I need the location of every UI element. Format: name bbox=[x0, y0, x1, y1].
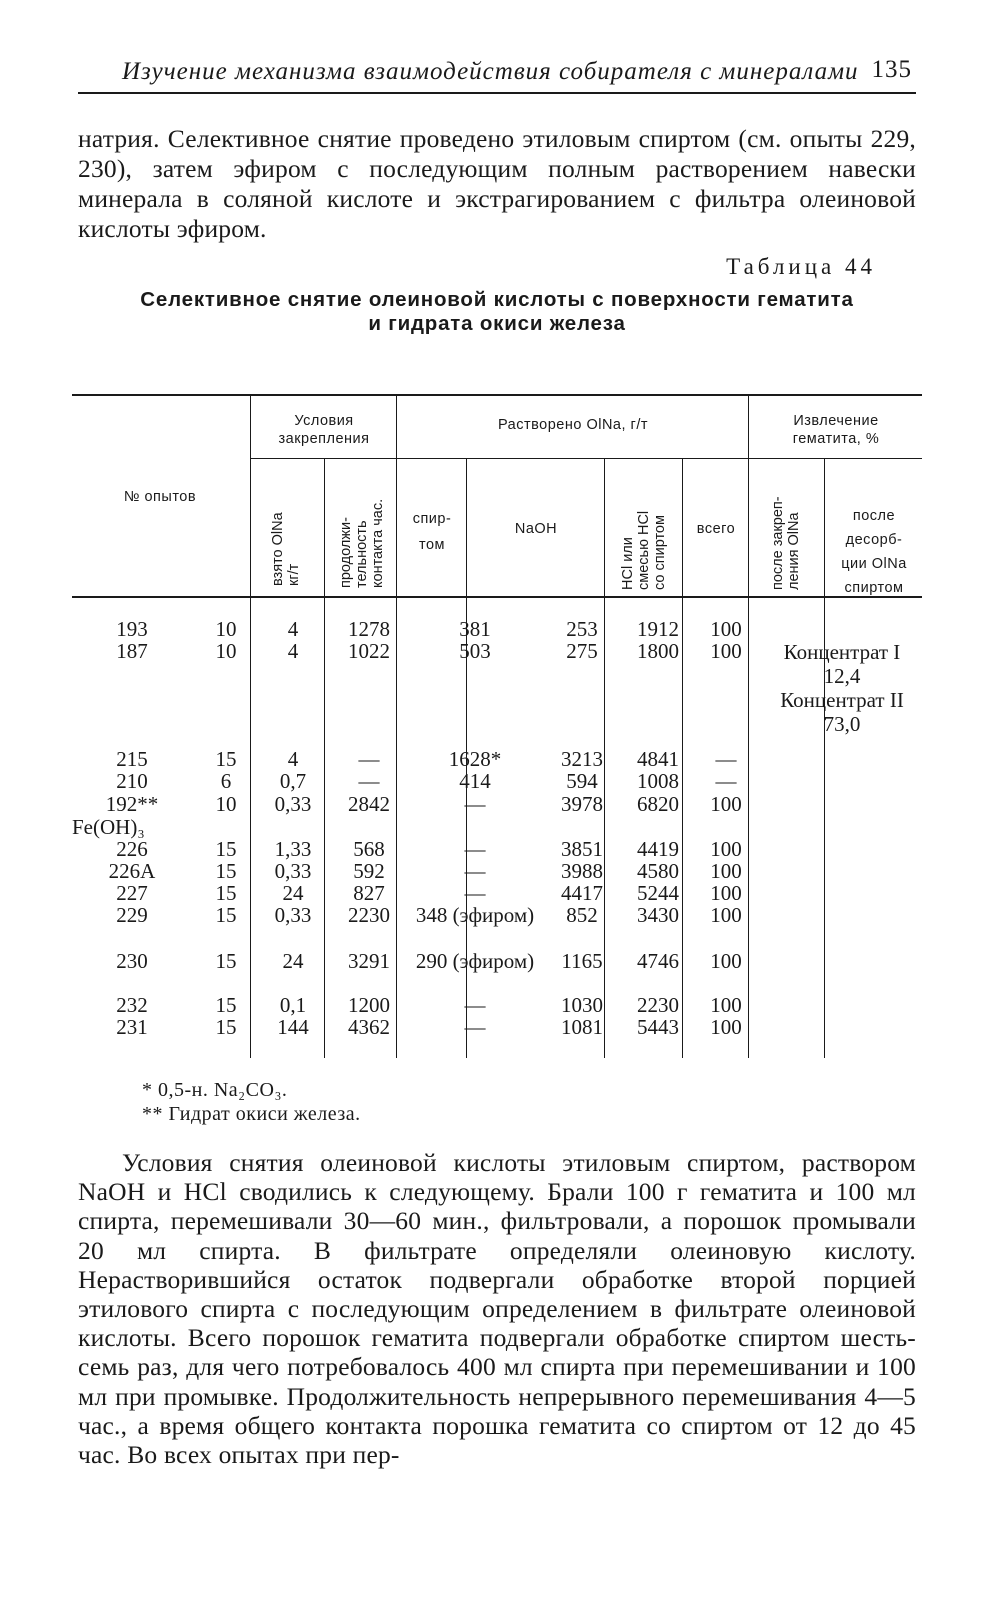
header-duration-line-2: тельность bbox=[354, 520, 370, 588]
header-experiments: № опытов bbox=[123, 489, 197, 505]
cell-total: 5443 bbox=[637, 1015, 679, 1039]
cell-total: 4841 bbox=[637, 747, 679, 771]
cell-naoh: — bbox=[464, 837, 486, 861]
cell-alcohol: 592 bbox=[353, 859, 385, 883]
footnote-2: ** Гидрат окиси железа. bbox=[142, 1103, 361, 1125]
cell-duration: 1,33 bbox=[274, 837, 312, 861]
header-after-desorb-line-2: ции OlNa bbox=[841, 556, 907, 572]
cell-total: 4746 bbox=[637, 949, 679, 973]
cell-naoh: — bbox=[464, 1015, 486, 1039]
cell-duration: 4 bbox=[287, 639, 299, 663]
cell-taken: 6 bbox=[220, 769, 232, 793]
cell-hcl: 253 bbox=[566, 617, 598, 641]
header-recovery-line-2: гематита, % bbox=[792, 431, 880, 447]
cell-naoh: 381 bbox=[459, 617, 491, 641]
cell-total: 2230 bbox=[637, 993, 679, 1017]
header-alcohol bbox=[398, 506, 466, 558]
cell-total: 3430 bbox=[637, 903, 679, 927]
body-paragraph-text bbox=[78, 1148, 916, 1469]
cell-alcohol: 1200 bbox=[348, 993, 390, 1017]
data-table bbox=[72, 346, 922, 1068]
cell-alcohol: 4362 bbox=[348, 1015, 390, 1039]
cell-hcl: 852 bbox=[566, 903, 598, 927]
header-after-desorb bbox=[826, 504, 922, 600]
cell-duration: 0,33 bbox=[274, 903, 312, 927]
cell-alcohol: 568 bbox=[353, 837, 385, 861]
cell-taken: 15 bbox=[215, 747, 237, 771]
header-total: всего bbox=[696, 521, 736, 537]
cell-after-fix: — bbox=[715, 769, 737, 793]
table-caption-line-1: Селективное снятие олеиновой кислоты с поверхности гематита bbox=[140, 288, 854, 311]
cell-alcohol: 1278 bbox=[348, 617, 390, 641]
cell-exp: 227 bbox=[116, 881, 148, 905]
cell-after-fix: 100 bbox=[710, 859, 742, 883]
header-taken-unit: кг/т bbox=[286, 563, 302, 586]
cell-alcohol: 1022 bbox=[348, 639, 390, 663]
cell-duration: 144 bbox=[277, 1015, 309, 1039]
cell-alcohol: — bbox=[358, 769, 380, 793]
cell-exp: 215 bbox=[116, 747, 148, 771]
header-conditions-line-1: Условия bbox=[294, 413, 354, 429]
cell-after-fix: 100 bbox=[710, 949, 742, 973]
concentrate-1-value: 12,4 bbox=[823, 664, 861, 688]
cell-after-fix: 100 bbox=[710, 903, 742, 927]
cell-naoh: 1628* bbox=[448, 747, 502, 771]
header-duration bbox=[338, 458, 386, 588]
cell-total: 4419 bbox=[637, 837, 679, 861]
cell-taken: 15 bbox=[215, 1015, 237, 1039]
cell-alcohol: 2842 bbox=[348, 792, 390, 816]
running-title: Изучение механизма взаимодействия собирателя с минералами bbox=[122, 58, 859, 85]
table-footnotes bbox=[142, 1078, 361, 1126]
intro-paragraph-text: натрия. Селективное снятие проведено этиловым спиртом (см. опыты 229, 230), затем эфиром с последующим полным растворением навески минерала в соляной кислоте и экстрагированием с фильтра олеиновой кислоты эфиром. bbox=[78, 124, 916, 243]
cell-taken: 15 bbox=[215, 949, 237, 973]
cell-duration: 4 bbox=[287, 747, 299, 771]
table-header-bottom-rule bbox=[72, 596, 922, 598]
cell-exp: 230 bbox=[116, 949, 148, 973]
cell-exp: 193 bbox=[116, 617, 148, 641]
cell-alcohol: — bbox=[358, 747, 380, 771]
header-after-fix bbox=[770, 460, 802, 590]
cell-duration: 4 bbox=[287, 617, 299, 641]
cell-desorb-concentrates bbox=[762, 640, 922, 736]
cell-hcl: 4417 bbox=[561, 881, 603, 905]
running-header bbox=[78, 52, 916, 94]
intro-paragraph bbox=[78, 124, 916, 244]
header-after-fix-line-1: после закреп- bbox=[770, 496, 786, 590]
cell-exp: 226 bbox=[116, 837, 148, 861]
cell-hcl: 3213 bbox=[561, 747, 603, 771]
header-after-desorb-line-3: спиртом bbox=[844, 580, 904, 596]
cell-taken: 10 bbox=[215, 639, 237, 663]
cell-naoh: 503 bbox=[459, 639, 491, 663]
cell-exp: 232 bbox=[116, 993, 148, 1017]
cell-total: 4580 bbox=[637, 859, 679, 883]
cell-taken: 15 bbox=[215, 881, 237, 905]
cell-hcl: 3988 bbox=[561, 859, 603, 883]
cell-hcl: 594 bbox=[566, 769, 598, 793]
header-taken bbox=[270, 462, 302, 586]
book-page bbox=[72, 52, 916, 1470]
cell-hcl: 1165 bbox=[561, 949, 603, 973]
cell-alcohol: 2230 bbox=[348, 903, 390, 927]
cell-total: 1800 bbox=[637, 639, 679, 663]
cell-duration: 24 bbox=[282, 949, 304, 973]
cell-hcl: 3851 bbox=[561, 837, 603, 861]
header-conditions-line-2: закрепления bbox=[278, 431, 370, 447]
cell-taken: 15 bbox=[215, 837, 237, 861]
cell-duration: 24 bbox=[282, 881, 304, 905]
header-taken-text: взято OlNa bbox=[270, 512, 286, 586]
header-conditions bbox=[252, 412, 396, 448]
cell-exp: 192** bbox=[105, 792, 159, 816]
cell-after-fix: 100 bbox=[710, 639, 742, 663]
cell-duration: 0,1 bbox=[279, 993, 307, 1017]
fe-hydroxide-label: Fe(OH)₃ bbox=[72, 815, 145, 839]
cell-total: 6820 bbox=[637, 792, 679, 816]
cell-total: 5244 bbox=[637, 881, 679, 905]
header-after-desorb-line-1: после десорб- bbox=[845, 508, 903, 548]
header-naoh: NaOH bbox=[514, 521, 558, 537]
table-caption bbox=[78, 288, 916, 336]
footnote-1: * 0,5-н. Na₂CO₃. bbox=[142, 1079, 288, 1101]
cell-hcl: 275 bbox=[566, 639, 598, 663]
cell-naoh: 290 (эфиром) bbox=[415, 949, 535, 973]
cell-naoh: — bbox=[464, 792, 486, 816]
cell-hcl: 1030 bbox=[561, 993, 603, 1017]
header-dissolved: Растворено OlNa, г/т bbox=[497, 417, 649, 433]
header-hcl-line-2: смесью HCl bbox=[636, 510, 652, 590]
cell-taken: 15 bbox=[215, 903, 237, 927]
cell-after-fix: 100 bbox=[710, 792, 742, 816]
concentrate-2-label: Концентрат II bbox=[780, 688, 904, 712]
header-hcl-line-1: HCl или bbox=[620, 537, 636, 590]
header-alcohol-line-2: том bbox=[418, 537, 445, 553]
header-hcl bbox=[620, 460, 668, 590]
cell-exp: 231 bbox=[116, 1015, 148, 1039]
cell-exp: 226А bbox=[108, 859, 156, 883]
cell-naoh: — bbox=[464, 993, 486, 1017]
header-after-fix-line-2: ления OlNa bbox=[786, 512, 802, 590]
concentrate-2-value: 73,0 bbox=[823, 712, 861, 736]
cell-naoh: 414 bbox=[459, 769, 491, 793]
cell-alcohol: 827 bbox=[353, 881, 385, 905]
cell-duration: 0,33 bbox=[274, 792, 312, 816]
cell-duration: 0,33 bbox=[274, 859, 312, 883]
header-recovery bbox=[750, 412, 922, 448]
cell-alcohol: 3291 bbox=[348, 949, 390, 973]
header-duration-line-3: контакта час. bbox=[370, 498, 386, 588]
header-alcohol-line-1: спир- bbox=[412, 511, 452, 527]
concentrate-1-label: Концентрат I bbox=[783, 640, 901, 664]
cell-duration: 0,7 bbox=[279, 769, 307, 793]
cell-after-fix: 100 bbox=[710, 881, 742, 905]
cell-taken: 10 bbox=[215, 617, 237, 641]
cell-exp: 210 bbox=[116, 769, 148, 793]
cell-taken: 15 bbox=[215, 993, 237, 1017]
cell-exp: 187 bbox=[116, 639, 148, 663]
header-hcl-line-3: со спиртом bbox=[652, 515, 668, 590]
cell-taken: 15 bbox=[215, 859, 237, 883]
cell-hcl: 1081 bbox=[561, 1015, 603, 1039]
cell-after-fix: 100 bbox=[710, 617, 742, 641]
cell-after-fix: — bbox=[715, 747, 737, 771]
cell-after-fix: 100 bbox=[710, 1015, 742, 1039]
cell-after-fix: 100 bbox=[710, 837, 742, 861]
header-duration-line-1: продолжи- bbox=[338, 517, 354, 588]
body-paragraph bbox=[78, 1148, 916, 1469]
cell-hcl: 3978 bbox=[561, 792, 603, 816]
cell-naoh: — bbox=[464, 859, 486, 883]
cell-naoh: 348 (эфиром) bbox=[415, 903, 535, 927]
table-col-rule bbox=[824, 458, 825, 1058]
cell-total: 1008 bbox=[637, 769, 679, 793]
cell-exp: 229 bbox=[116, 903, 148, 927]
page-number: 135 bbox=[871, 56, 912, 83]
header-recovery-line-1: Извлечение bbox=[793, 413, 879, 429]
cell-after-fix: 100 bbox=[710, 993, 742, 1017]
table-caption-line-2: и гидрата окиси железа bbox=[368, 312, 626, 335]
cell-naoh: — bbox=[464, 881, 486, 905]
table-label: Таблица 44 bbox=[726, 254, 876, 279]
body-paragraph-content: Условия снятия олеиновой кислоты этиловым спиртом, раствором NaOH и HCl сводились к следующему. Брали 100 г гематита и 100 мл спирта, перемешивали 30—60 мин., фильтровали, а порошок промывали 20 мл спирта. В фильтрате определяли олеиновую кислоту. Нерастворившийся остаток подвергали обработке второй порцией этилового спирта с последующим определением в фильтрате олеиновой кислоты. Всего порошок гематита подвергали обработке спиртом шесть-семь раз, для чего потребовалось 400 мл спирта при перемешивании и 100 мл при промывке. Продолжительность непрерывного перемешивания 4—5 час., а время общего контакта порошка гематита со спиртом от 12 до 45 час. Во всех опытах при пер- bbox=[78, 1148, 916, 1470]
table-top-rule bbox=[72, 394, 922, 396]
cell-total: 1912 bbox=[637, 617, 679, 641]
cell-taken: 10 bbox=[215, 792, 237, 816]
